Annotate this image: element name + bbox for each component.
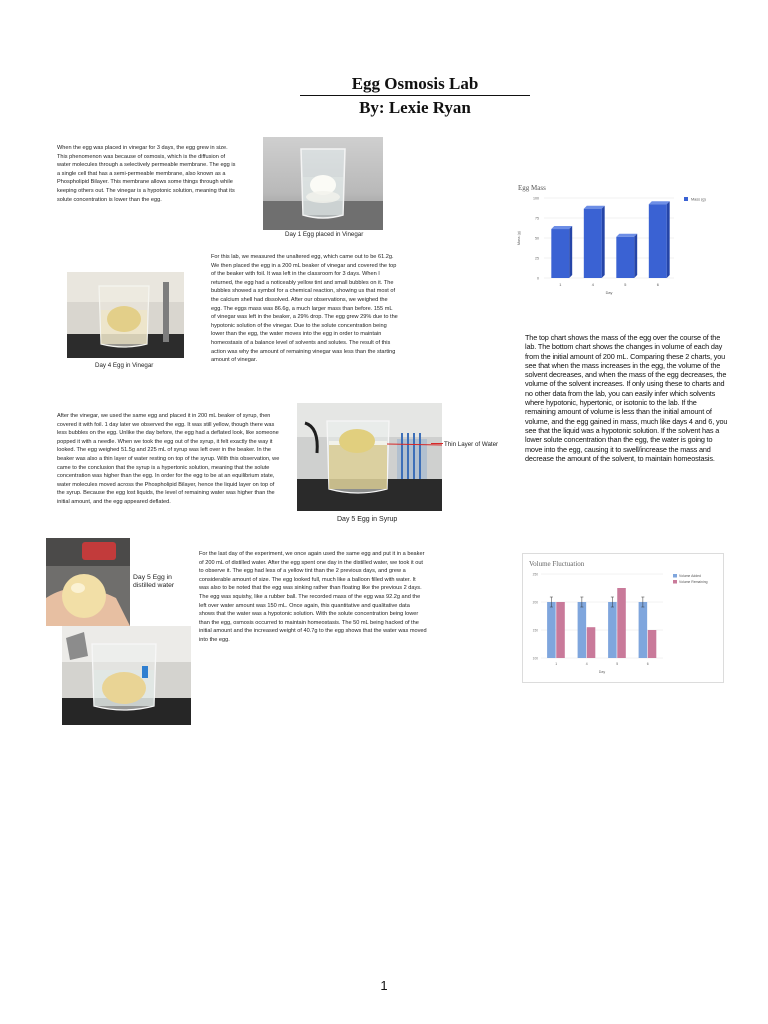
x-tick-label: 4 <box>585 662 588 666</box>
y-tick-label: 75 <box>535 216 539 221</box>
y-tick-label: 0 <box>537 276 539 281</box>
chart-title: Volume Fluctuation <box>529 560 585 568</box>
day5-syrup-paragraph: After the vinegar, we used the same egg and placed it in 200 mL beaker of syrup, then covered it with foil. 1 day later we observed the egg. It was still yellow, though there was less bubbles on the egg. Unlike the day before, the egg had a deflated look, like someone popped it with a needle. When we took the egg out of the syrup, it felt exactly the way it looked. The egg weighed 51.5g and 225 mL of syrup was left over in the beaker. In the beaker was also a thin layer of water resting on top of the syrup. With this observation, we came to the conclusion that the syrup is a hypertonic solution, meaning that the solute concentration was higher than the egg. In order for the egg to be at an equilibrium state, water molecules moved across the Phospholipid Bilayer, hence the liquid layer on top of the syrup. Because the egg lost liquids, the level of remaining water was higher than the initial amount, and the egg appeared deflated. <box>57 413 280 505</box>
y-tick-label: 100 <box>533 196 539 201</box>
day5-distilled-photo-beaker <box>62 626 191 725</box>
day5-distilled-photo-hand <box>46 538 130 626</box>
title-text: Egg Osmosis Lab <box>300 74 530 96</box>
bar-remaining-day-5 <box>617 588 626 658</box>
bar-top <box>616 234 637 237</box>
page-title <box>300 74 530 118</box>
x-axis-label: Day <box>598 670 606 674</box>
y-tick-label: 250 <box>532 572 538 577</box>
bar-side <box>602 206 605 278</box>
x-tick-label: 6 <box>646 662 649 666</box>
day1-caption: Day 1 Egg placed in Vinegar <box>285 231 364 238</box>
legend-label: Volume Added <box>679 574 701 578</box>
day5-distilled-paragraph: For the last day of the experiment, we once again used the same egg and put it in a beaker of 200 mL of distilled water. After the egg spent one day in the distilled water, we took it out to observe it. The egg had less of a yellow tint than the 2 previous days, and grew a considerable amount of size. The egg looked full, much like a balloon filled with water. It was also to be noted that the egg was sinking rather than floating like the previous 2 days. The egg was squishy, like a rubber ball. The recorded mass of the egg was 92.2g and the left over water amount was 150 mL. Once again, this quantitative and qualitative data shows that the water was a hypotonic solution. With the solute concentration being lower than the egg, osmosis occurred to maintain homeostasis. The 50 mL being hacked of the initial amount and the increased weight of 40.7g to the egg shows that the water was moved into the egg. <box>199 551 427 643</box>
y-tick-label: 150 <box>532 628 538 633</box>
bar-remaining-day-4 <box>587 627 596 658</box>
day1-paragraph: When the egg was placed in vinegar for 3 days, the egg grew in size. This phenomenon was because of osmosis, which is the diffusion of water molecules through a selectively permeable membrane. The egg is a single cell that has a semi-permeable membrane, also known as a Phospholipid Bilayer. This membrane allows some things through while keeping others out. The vinegar is a hypotonic solution, meaning that its solute concentration is lower than the egg. <box>57 145 236 203</box>
bar-top <box>649 201 670 204</box>
bar-top <box>584 206 605 209</box>
bar-side <box>667 201 670 278</box>
bar-day-1 <box>551 229 569 278</box>
x-tick-label: 5 <box>616 662 619 666</box>
arrow-line <box>431 443 443 444</box>
legend-swatch <box>684 197 688 201</box>
x-tick-label: 1 <box>559 283 562 287</box>
page-number: 1 <box>380 978 388 993</box>
bar-top <box>551 226 572 229</box>
y-tick-label: 25 <box>535 256 539 261</box>
legend-swatch <box>673 574 677 578</box>
x-tick-label: 4 <box>591 283 594 287</box>
bar-added-day-6 <box>639 602 648 658</box>
day5-syrup-photo <box>297 403 442 511</box>
legend-swatch <box>673 580 677 584</box>
day4-paragraph: For this lab, we measured the unaltered egg, which came out to be 61.2g. We then placed the egg in a 200 mL beaker of vinegar and covered the top of the beaker with foil. It was left in the classroom for 3 days. When I returned, the egg had a noticeably yellow tint and small bubbles on it. The bubbles showed a symbol for a chemical reaction, showing us that most of the calcium shell had dissolved. After our observations, we weighed the egg. The eggs mass was 86.6g, a much larger mass than before. 155 mL of vinegar was left in the beaker, a 29% drop. The egg grew 29% due to the hypotonic solution of the vinegar. Due to the solute concentration being lower than the egg, the water moves into the egg in order to maintain homeostasis of a balance level of solvents and solutes. The result of this action was why the amount of remaining vinegar was less than the starting amount of vinegar. <box>211 254 398 364</box>
chart-title: Egg Mass <box>518 184 546 192</box>
bar-remaining-day-6 <box>648 630 657 658</box>
bar-day-6 <box>649 204 667 278</box>
bar-day-5 <box>616 237 634 278</box>
legend-label: Mass (g) <box>691 197 706 202</box>
y-axis-label: Mass (g) <box>517 231 521 245</box>
legend-label: Volume Remaining <box>679 580 708 584</box>
bar-day-4 <box>584 209 602 278</box>
bar-remaining-day-1 <box>556 602 565 658</box>
day4-caption: Day 4 Egg in Vinegar <box>95 362 154 369</box>
x-tick-label: 6 <box>656 283 659 287</box>
egg-mass-chart <box>512 180 722 298</box>
bar-side <box>634 234 637 278</box>
bar-added-day-4 <box>578 602 587 658</box>
bar-side <box>569 226 572 278</box>
bar-added-day-5 <box>608 602 617 658</box>
volume-chart <box>522 553 724 683</box>
day5-distilled-caption: Day 5 Egg in distilled water <box>133 574 175 590</box>
thin-layer-caption: Thin Layer of Water <box>444 441 499 448</box>
charts-explanation: The top chart shows the mass of the egg over the course of the lab. The bottom chart shows the changes in volume of each day from the initial amount of 200 mL. Comparing these 2 charts, you see that when the mass increases in the egg, the volume of the solvent decreases, and when the mass of the egg decreases, the volume of the solvent increases. If only using these to charts and no other data from the lab, you can easily infer which solvents where hypotonic, hypertonic, or isotonic to the lab. If the remaining amount of volume is less than the initial amount of volume, and the egg gained in mass, much like days 4 and 6, you see that the liquid was a hypotonic solution. If the solvent has a lower solute concentration than the egg, the water is going to move into the egg, causing it to swell/increase the mass and decrease the amount of the solvent, to maintain homeostasis. <box>525 333 728 463</box>
y-tick-label: 200 <box>532 600 538 605</box>
y-tick-label: 50 <box>535 236 539 241</box>
bar-added-day-1 <box>547 602 556 658</box>
y-tick-label: 100 <box>532 656 538 661</box>
x-tick-label: 1 <box>555 662 558 666</box>
author-text: By: Lexie Ryan <box>359 98 471 117</box>
day5-syrup-caption: Day 5 Egg in Syrup <box>337 516 398 523</box>
x-tick-label: 5 <box>624 283 627 287</box>
day1-photo <box>263 137 383 230</box>
day4-photo <box>67 272 184 358</box>
x-axis-label: Day <box>605 291 613 295</box>
